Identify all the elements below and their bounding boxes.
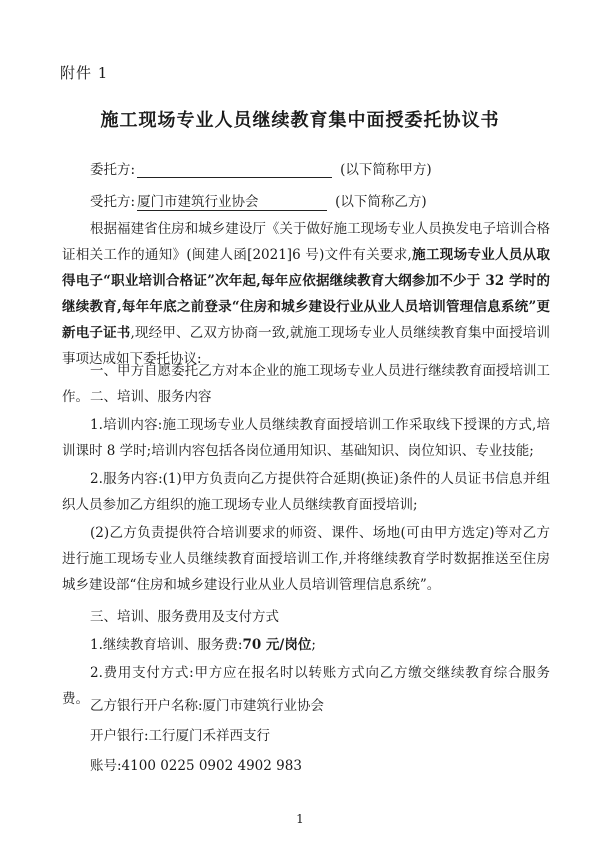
section-3-payment: 2.费用支付方式:甲方应在报名时以转账方式向乙方缴交继续教育综合服务费。: [62, 665, 550, 707]
section-3-fee: [62, 632, 550, 658]
party-a-field: [90, 158, 432, 178]
section-2-item-1: 1.培训内容:施工现场专业人员继续教育面授培训工作采取线下授课的方式,培训课时 8 学时;培训内容包括各岗位通用知识、基础知识、岗位知识、专业技能;: [62, 417, 550, 459]
section-3-heading: 三、培训、服务费用及支付方式: [90, 609, 279, 625]
bank-account-name: 乙方银行开户名称:厦门市建筑行业协会: [90, 698, 325, 714]
attachment-label: 附件 1: [60, 64, 109, 82]
party-b-value: 厦门市建筑行业协会: [137, 190, 327, 211]
party-a-label: 委托方:: [90, 162, 136, 178]
intro-text-2: ,现经甲、乙双方协商一致,就施工现场专业人员继续教育集中面授培训事项达成如下委托协议:: [62, 325, 550, 367]
bank-name: 开户银行:工行厦门禾祥西支行: [90, 728, 271, 744]
intro-paragraph: [62, 216, 550, 372]
party-a-note: (以下简称甲方): [340, 162, 432, 178]
section-2-heading: 二、培训、服务内容: [90, 389, 212, 405]
party-b-field: [90, 190, 427, 211]
party-b-label: 受托方:: [90, 194, 136, 210]
fee-value: 70 元/岗位: [242, 637, 312, 653]
party-b-note: (以下简称乙方): [335, 194, 427, 210]
page-number: 1: [296, 812, 304, 826]
section-2-item-2b: (2)乙方负责提供符合培训要求的师资、课件、场地(可由甲方选定)等对乙方进行施工现场专业人员继续教育面授培训工作,并将继续教育学时数据推送至住房城乡建设部“住房和城乡建设行业从业人员培训管理信息系统”。: [62, 525, 550, 593]
intro-text-bold: 施工现场专业人员从取得电子“职业培训合格证”次年起,每年应依据继续教育大纲参加不少于 32 学时的继续教育,每年年底之前登录“住房和城乡建设行业从业人员培训管理信息系统”更新电子证书: [62, 247, 550, 341]
document-title: 施工现场专业人员继续教育集中面授委托协议书: [100, 110, 500, 131]
party-a-blank: [137, 162, 332, 178]
section-2-item-2: 2.服务内容:(1)甲方负责向乙方提供符合延期(换证)条件的人员证书信息并组织人员参加乙方组织的施工现场专业人员继续教育面授培训;: [62, 471, 550, 513]
fee-end: ;: [311, 637, 316, 653]
section-1: 一、甲方自愿委托乙方对本企业的施工现场专业人员进行继续教育面授培训工作。: [62, 363, 550, 405]
fee-label: 1.继续教育培训、服务费:: [90, 637, 243, 653]
bank-account-number: 账号:4100 0225 0902 4902 983: [90, 758, 302, 774]
intro-text-1: 根据福建省住房和城乡建设厅《关于做好施工现场专业人员换发电子培训合格证相关工作的通知》(闽建人函[2021]6 号)文件有关要求,: [62, 221, 550, 263]
